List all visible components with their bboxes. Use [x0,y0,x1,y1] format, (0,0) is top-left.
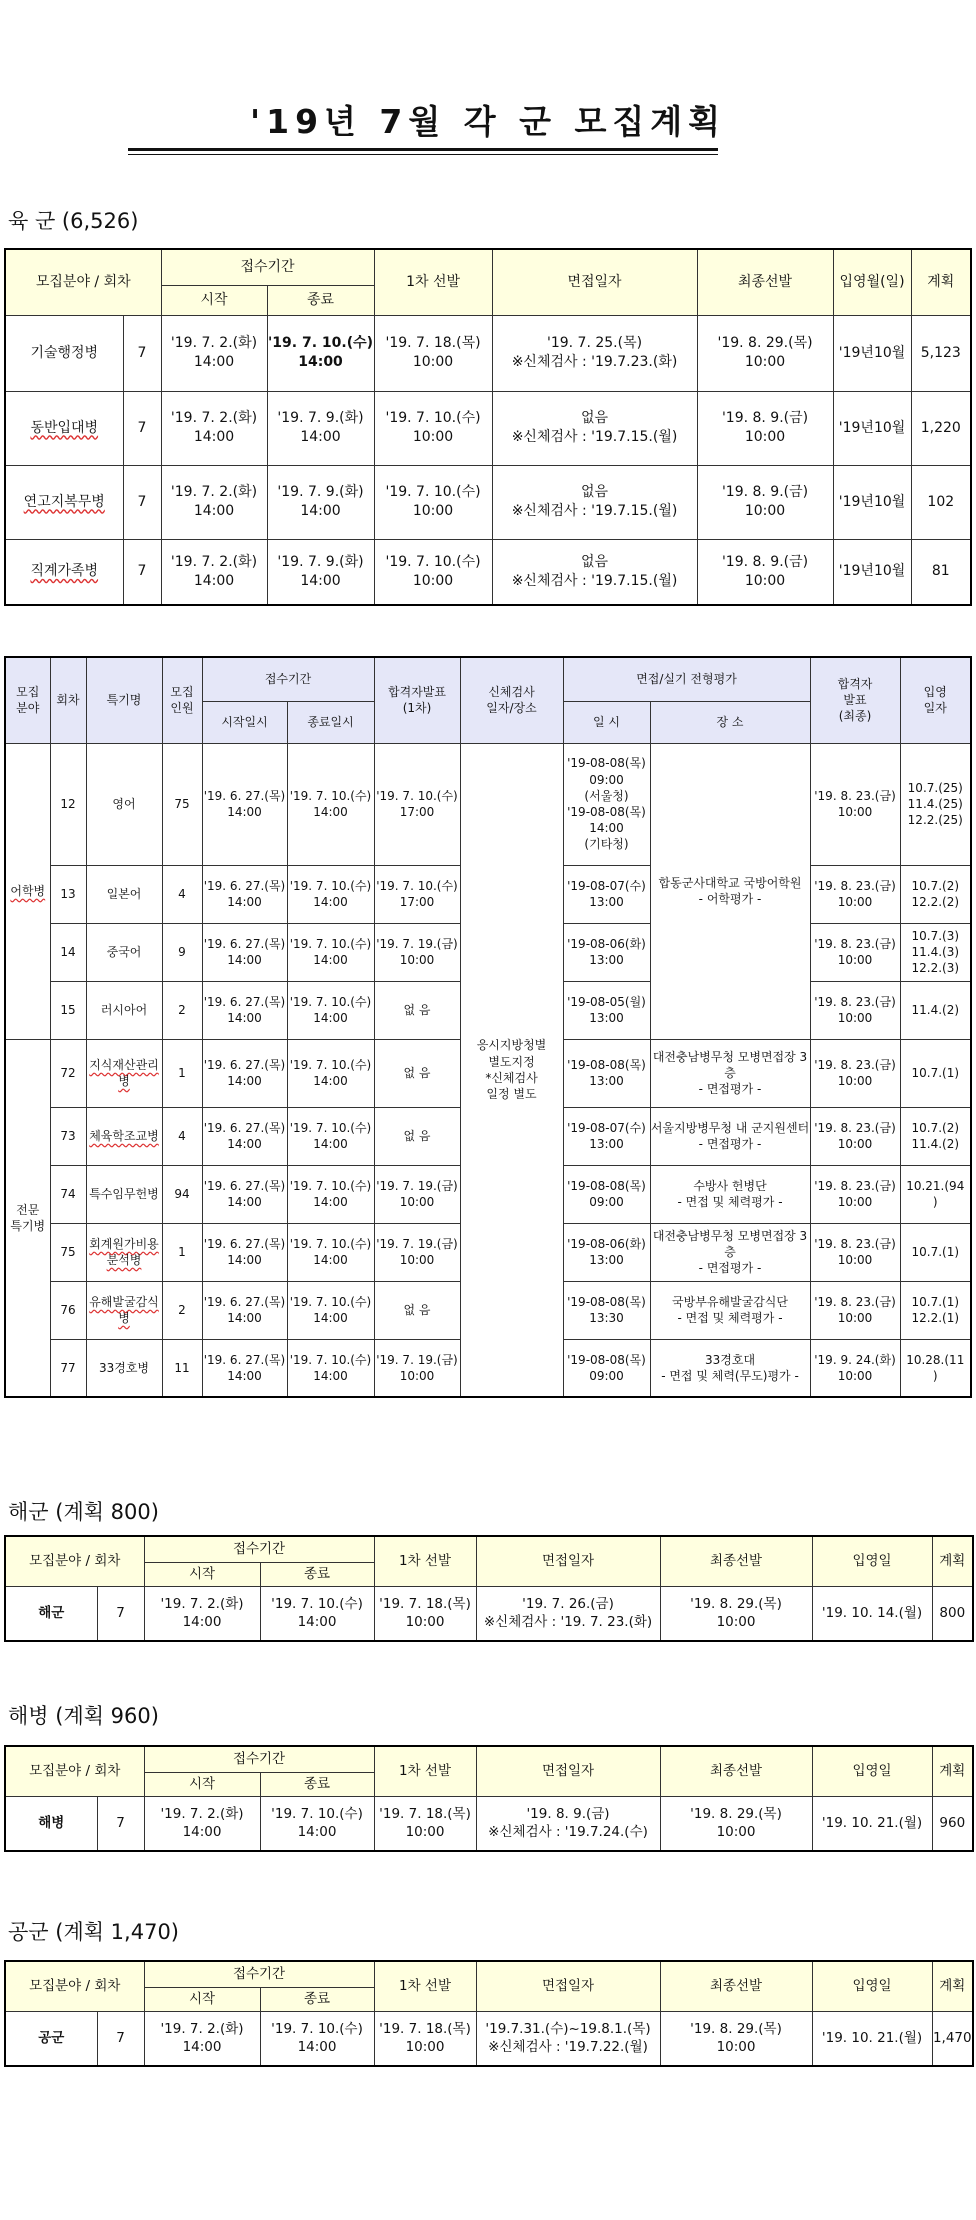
sp-final: '19. 8. 23.(금) 10:00 [810,865,900,923]
sp-final: '19. 8. 23.(금) 10:00 [810,923,900,981]
sp-eval-place: 33경호대 - 면접 및 체력(무도)평가 - [650,1339,810,1397]
sp-enlist: 10.7.(1) [900,1039,971,1107]
sp-round: 14 [50,923,86,981]
sp-first: '19. 7. 19.(금) 10:00 [374,923,460,981]
hdr-plan: 계획 [932,1746,973,1796]
sp-round: 76 [50,1281,86,1339]
sp-enlist: 10.7.(2) 12.2.(2) [900,865,971,923]
army-first: '19. 7. 18.(목) 10:00 [374,315,492,391]
sp-count: 75 [162,743,202,865]
sp-hdr-first: 합격자발표 (1차) [374,657,460,743]
sp-count: 94 [162,1165,202,1223]
airforce-interview: '19.7.31.(수)~19.8.1.(목) ※신체검사 : '19.7.22.(월) [476,2011,660,2066]
sp-hdr-start: 시작일시 [202,701,287,743]
sp-end: '19. 7. 10.(수) 14:00 [287,743,374,865]
sp-count: 1 [162,1223,202,1281]
sp-first: 없 음 [374,1281,460,1339]
sp-eval-date: '19-08-07(수) 13:00 [563,1107,650,1165]
army-interview: 없음 ※신체검사 : '19.7.15.(월) [492,465,697,539]
sp-enlist: 10.28.(11 ) [900,1339,971,1397]
hdr-enlist: 입영월(일) [833,249,911,315]
army-field: 기술행정병 [5,315,123,391]
sp-hdr-eval: 면접/실기 전형평가 [563,657,810,701]
sp-final: '19. 8. 23.(금) 10:00 [810,1281,900,1339]
sp-eval-place: 서울지방병무청 내 군지원센터 - 면접평가 - [650,1107,810,1165]
hdr-interview: 면접일자 [476,1536,660,1586]
hdr-plan: 계획 [911,249,971,315]
sp-eval-date: '19-08-05(월) 13:00 [563,981,650,1039]
army-plan: 102 [911,465,971,539]
sp-first: '19. 7. 19.(금) 10:00 [374,1223,460,1281]
airforce-field: 공군 [5,2011,97,2066]
army-end: '19. 7. 9.(화) 14:00 [267,391,374,465]
airforce-final: '19. 8. 29.(목) 10:00 [660,2011,812,2066]
hdr-first: 1차 선발 [374,1536,476,1586]
hdr-end: 종료 [260,1562,374,1586]
hdr-period: 접수기간 [144,1746,374,1772]
hdr-final: 최종선발 [660,1536,812,1586]
army-enlist: '19년10월 [833,539,911,605]
sp-count: 2 [162,981,202,1039]
sp-specialty: 회계원가비용분석병 [86,1223,162,1281]
page-title: '19년 7월 각 군 모집계획 [250,102,726,141]
hdr-period: 접수기간 [144,1536,374,1562]
sp-hdr-round: 회차 [50,657,86,743]
sp-end: '19. 7. 10.(수) 14:00 [287,1339,374,1397]
navy-plan: 800 [932,1586,973,1641]
sp-specialty: 지식재산관리병 [86,1039,162,1107]
army-first: '19. 7. 10.(수) 10:00 [374,465,492,539]
army-first: '19. 7. 10.(수) 10:00 [374,539,492,605]
hdr-first: 1차 선발 [374,249,492,315]
sp-final: '19. 8. 23.(금) 10:00 [810,1039,900,1107]
sp-end: '19. 7. 10.(수) 14:00 [287,1281,374,1339]
sp-enlist: 11.4.(2) [900,981,971,1039]
hdr-final: 최종선발 [660,1961,812,2011]
marine-plan: 960 [932,1796,973,1851]
hdr-end: 종료 [260,1987,374,2011]
sp-hdr-eval-place: 장 소 [650,701,810,743]
sp-specialty: 체육학조교병 [86,1107,162,1165]
army-interview: 없음 ※신체검사 : '19.7.15.(월) [492,391,697,465]
army-enlist: '19년10월 [833,315,911,391]
sp-specialty: 중국어 [86,923,162,981]
hdr-start: 시작 [161,285,267,315]
sp-specialty: 33경호병 [86,1339,162,1397]
sp-eval-place: 대전충남병무청 모병면접장 3층 - 면접평가 - [650,1223,810,1281]
sp-round: 72 [50,1039,86,1107]
marine-field: 해병 [5,1796,97,1851]
army-round: 7 [123,539,161,605]
navy-field: 해군 [5,1586,97,1641]
language-eval-place: 합동군사대학교 국방어학원 - 어학평가 - [650,743,810,1039]
marine-enlist: '19. 10. 21.(월) [812,1796,932,1851]
sp-count: 1 [162,1039,202,1107]
hdr-first: 1차 선발 [374,1746,476,1796]
navy-table [4,1535,974,1642]
marine-heading: 해병 (계획 960) [8,1704,159,1728]
hdr-period: 접수기간 [144,1961,374,1987]
sp-enlist: 10.7.(25) 11.4.(25) 12.2.(25) [900,743,971,865]
hdr-start: 시작 [144,1562,260,1586]
sp-round: 73 [50,1107,86,1165]
sp-eval-date: '19-08-08(목) 13:30 [563,1281,650,1339]
airforce-first: '19. 7. 18.(목) 10:00 [374,2011,476,2066]
marine-interview: '19. 8. 9.(금) ※신체검사 : '19.7.24.(수) [476,1796,660,1851]
airforce-enlist: '19. 10. 21.(월) [812,2011,932,2066]
sp-final: '19. 8. 23.(금) 10:00 [810,743,900,865]
hdr-final: 최종선발 [660,1746,812,1796]
sp-first: '19. 7. 19.(금) 10:00 [374,1165,460,1223]
sp-enlist: 10.7.(3) 11.4.(3) 12.2.(3) [900,923,971,981]
marine-start: '19. 7. 2.(화) 14:00 [144,1796,260,1851]
hdr-start: 시작 [144,1772,260,1796]
sp-final: '19. 8. 23.(금) 10:00 [810,981,900,1039]
hdr-field: 모집분야 / 회차 [5,1536,144,1586]
army-final: '19. 8. 9.(금) 10:00 [697,391,833,465]
sp-round: 12 [50,743,86,865]
hdr-enlist: 입영일 [812,1536,932,1586]
sp-eval-place: 국방부유해발굴감식단 - 면접 및 체력평가 - [650,1281,810,1339]
sp-count: 9 [162,923,202,981]
hdr-field: 모집분야 / 회차 [5,249,161,315]
army-start: '19. 7. 2.(화) 14:00 [161,539,267,605]
army-enlist: '19년10월 [833,465,911,539]
sp-eval-date: '19-08-08(목) 09:00 (서울청) '19-08-08(목) 14:00 (기타청) [563,743,650,865]
sp-start: '19. 6. 27.(목) 14:00 [202,1281,287,1339]
sp-enlist: 10.21.(94 ) [900,1165,971,1223]
sp-first: 없 음 [374,1039,460,1107]
army-field: 동반입대병 [5,391,123,465]
sp-hdr-specialty: 특기명 [86,657,162,743]
hdr-final: 최종선발 [697,249,833,315]
army-interview: '19. 7. 25.(목) ※신체검사 : '19.7.23.(화) [492,315,697,391]
sp-hdr-period: 접수기간 [202,657,374,701]
army-plan: 5,123 [911,315,971,391]
navy-round: 7 [97,1586,144,1641]
hdr-end: 종료 [267,285,374,315]
army-start: '19. 7. 2.(화) 14:00 [161,465,267,539]
title-underline [128,148,718,151]
sp-specialty: 영어 [86,743,162,865]
hdr-interview: 면접일자 [476,1746,660,1796]
army-start: '19. 7. 2.(화) 14:00 [161,391,267,465]
sp-first: '19. 7. 10.(수) 17:00 [374,743,460,865]
marine-table [4,1745,974,1852]
sp-enlist: 10.7.(2) 11.4.(2) [900,1107,971,1165]
army-interview: 없음 ※신체검사 : '19.7.15.(월) [492,539,697,605]
army-field: 연고지복무병 [5,465,123,539]
sp-eval-date: '19-08-08(목) 09:00 [563,1165,650,1223]
group-language: 어학병 [5,743,50,1039]
sp-round: 77 [50,1339,86,1397]
airforce-round: 7 [97,2011,144,2066]
hdr-field: 모집분야 / 회차 [5,1746,144,1796]
sp-start: '19. 6. 27.(목) 14:00 [202,743,287,865]
sp-hdr-physical: 신체검사 일자/장소 [460,657,563,743]
sp-count: 11 [162,1339,202,1397]
title-underline-thin [128,154,718,155]
hdr-enlist: 입영일 [812,1746,932,1796]
sp-start: '19. 6. 27.(목) 14:00 [202,1107,287,1165]
army-plan: 81 [911,539,971,605]
sp-hdr-end: 종료일시 [287,701,374,743]
sp-specialty: 러시아어 [86,981,162,1039]
hdr-enlist: 입영일 [812,1961,932,2011]
sp-hdr-enlist: 입영 일자 [900,657,971,743]
hdr-interview: 면접일자 [492,249,697,315]
sp-final: '19. 8. 23.(금) 10:00 [810,1107,900,1165]
sp-round: 75 [50,1223,86,1281]
sp-first: '19. 7. 19.(금) 10:00 [374,1339,460,1397]
army-enlist: '19년10월 [833,391,911,465]
sp-specialty: 특수임무헌병 [86,1165,162,1223]
sp-round: 15 [50,981,86,1039]
sp-end: '19. 7. 10.(수) 14:00 [287,981,374,1039]
airforce-plan: 1,470 [932,2011,973,2066]
sp-eval-date: '19-08-07(수) 13:00 [563,865,650,923]
army-heading: 육 군 (6,526) [8,209,139,233]
hdr-field: 모집분야 / 회차 [5,1961,144,2011]
army-first: '19. 7. 10.(수) 10:00 [374,391,492,465]
sp-eval-date: '19-08-06(화) 13:00 [563,1223,650,1281]
army-round: 7 [123,391,161,465]
army-final: '19. 8. 29.(목) 10:00 [697,315,833,391]
group-expert: 전문 특기병 [5,1039,50,1397]
marine-first: '19. 7. 18.(목) 10:00 [374,1796,476,1851]
army-start: '19. 7. 2.(화) 14:00 [161,315,267,391]
physical-note: 응시지방청별 별도지정 *신체검사 일정 별도 [460,743,563,1397]
table-row [5,1586,973,1641]
marine-final: '19. 8. 29.(목) 10:00 [660,1796,812,1851]
hdr-period: 접수기간 [161,249,374,285]
army-field: 직계가족병 [5,539,123,605]
sp-first: '19. 7. 10.(수) 17:00 [374,865,460,923]
sp-end: '19. 7. 10.(수) 14:00 [287,1039,374,1107]
special-table [4,656,972,1398]
sp-enlist: 10.7.(1) 12.2.(1) [900,1281,971,1339]
hdr-end: 종료 [260,1772,374,1796]
sp-count: 2 [162,1281,202,1339]
sp-count: 4 [162,1107,202,1165]
army-final: '19. 8. 9.(금) 10:00 [697,539,833,605]
airforce-heading: 공군 (계획 1,470) [8,1920,179,1944]
table-row [5,391,971,465]
navy-final: '19. 8. 29.(목) 10:00 [660,1586,812,1641]
sp-eval-date: '19-08-08(목) 09:00 [563,1339,650,1397]
sp-enlist: 10.7.(1) [900,1223,971,1281]
hdr-first: 1차 선발 [374,1961,476,2011]
army-table [4,248,972,606]
sp-round: 74 [50,1165,86,1223]
table-row [5,539,971,605]
sp-end: '19. 7. 10.(수) 14:00 [287,1165,374,1223]
sp-eval-date: '19-08-06(화) 13:00 [563,923,650,981]
navy-start: '19. 7. 2.(화) 14:00 [144,1586,260,1641]
sp-final: '19. 8. 23.(금) 10:00 [810,1223,900,1281]
airforce-end: '19. 7. 10.(수) 14:00 [260,2011,374,2066]
sp-eval-place: 수방사 헌병단 - 면접 및 체력평가 - [650,1165,810,1223]
marine-end: '19. 7. 10.(수) 14:00 [260,1796,374,1851]
navy-first: '19. 7. 18.(목) 10:00 [374,1586,476,1641]
sp-start: '19. 6. 27.(목) 14:00 [202,923,287,981]
sp-end: '19. 7. 10.(수) 14:00 [287,1223,374,1281]
sp-hdr-field: 모집 분야 [5,657,50,743]
table-row [5,743,971,865]
sp-first: 없 음 [374,1107,460,1165]
army-end: '19. 7. 9.(화) 14:00 [267,465,374,539]
sp-eval-date: '19-08-08(목) 13:00 [563,1039,650,1107]
table-row [5,1796,973,1851]
sp-start: '19. 6. 27.(목) 14:00 [202,1039,287,1107]
sp-start: '19. 6. 27.(목) 14:00 [202,1223,287,1281]
table-row [5,315,971,391]
sp-final: '19. 9. 24.(화) 10:00 [810,1339,900,1397]
table-row [5,465,971,539]
hdr-start: 시작 [144,1987,260,2011]
navy-enlist: '19. 10. 14.(월) [812,1586,932,1641]
sp-final: '19. 8. 23.(금) 10:00 [810,1165,900,1223]
army-plan: 1,220 [911,391,971,465]
sp-hdr-final: 합격자 발표 (최종) [810,657,900,743]
sp-hdr-count: 모집 인원 [162,657,202,743]
sp-start: '19. 6. 27.(목) 14:00 [202,865,287,923]
airforce-start: '19. 7. 2.(화) 14:00 [144,2011,260,2066]
airforce-table [4,1960,974,2067]
hdr-plan: 계획 [932,1961,973,2011]
hdr-plan: 계획 [932,1536,973,1586]
army-round: 7 [123,315,161,391]
sp-end: '19. 7. 10.(수) 14:00 [287,923,374,981]
army-end: '19. 7. 9.(화) 14:00 [267,539,374,605]
sp-end: '19. 7. 10.(수) 14:00 [287,865,374,923]
sp-start: '19. 6. 27.(목) 14:00 [202,981,287,1039]
sp-count: 4 [162,865,202,923]
sp-hdr-eval-date: 일 시 [563,701,650,743]
army-round: 7 [123,465,161,539]
table-row [5,2011,973,2066]
sp-specialty: 유해발굴감식병 [86,1281,162,1339]
sp-start: '19. 6. 27.(목) 14:00 [202,1339,287,1397]
navy-heading: 해군 (계획 800) [8,1500,159,1524]
hdr-interview: 면접일자 [476,1961,660,2011]
sp-specialty: 일본어 [86,865,162,923]
sp-start: '19. 6. 27.(목) 14:00 [202,1165,287,1223]
marine-round: 7 [97,1796,144,1851]
navy-interview: '19. 7. 26.(금) ※신체검사 : '19. 7. 23.(화) [476,1586,660,1641]
navy-end: '19. 7. 10.(수) 14:00 [260,1586,374,1641]
sp-round: 13 [50,865,86,923]
army-end: '19. 7. 10.(수) 14:00 [267,315,374,391]
sp-eval-place: 대전충남병무청 모병면접장 3층 - 면접평가 - [650,1039,810,1107]
sp-first: 없 음 [374,981,460,1039]
sp-end: '19. 7. 10.(수) 14:00 [287,1107,374,1165]
army-final: '19. 8. 9.(금) 10:00 [697,465,833,539]
